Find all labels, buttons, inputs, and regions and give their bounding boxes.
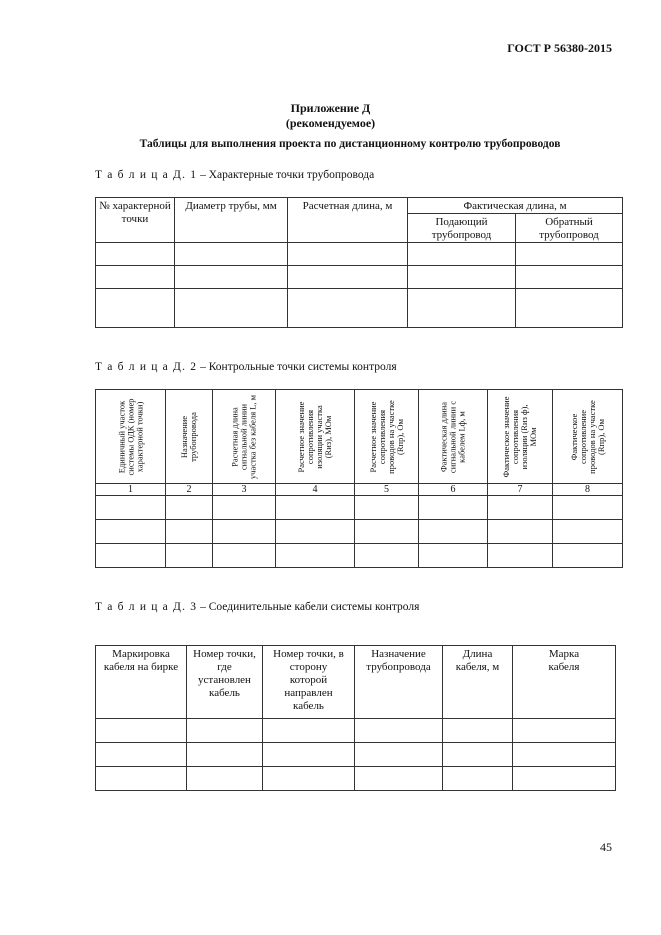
table3-header-brand: Марка кабеля: [513, 646, 616, 719]
table-row: [96, 289, 623, 328]
table3-header-point-installed: Номер точки, где установлен кабель: [187, 646, 263, 719]
table3-header-point-direction: Номер точки, в сторону которой направлен кабель: [263, 646, 355, 719]
table2-header-col5: Расчетное значение сопротивления проводов на участке (Rпр), Ом: [355, 390, 419, 484]
table3-header-marking: Маркировка кабеля на бирке: [96, 646, 187, 719]
table2-caption-prefix: Т а б л и ц а Д. 2: [95, 361, 198, 373]
column-number: 3: [213, 484, 276, 496]
table3-caption: [95, 601, 419, 613]
standard-number: ГОСТ Р 56380-2015: [507, 41, 612, 55]
table1: [95, 197, 623, 328]
table3-caption-text: – Соединительные кабели системы контроля: [200, 601, 420, 613]
column-number: 4: [276, 484, 355, 496]
table2-header-col3: Расчетная длина сигнальной линии участка без кабеля L, м: [213, 390, 276, 484]
column-number: 8: [553, 484, 623, 496]
table-row: [96, 243, 623, 266]
table2-header-col7: Фактическое значение сопротивления изоляции (Rиз ф), МОм: [488, 390, 553, 484]
table1-header-calc-length: Расчетная длина, м: [288, 198, 408, 243]
table2-column-numbers: [96, 484, 623, 496]
table1-caption: [95, 169, 374, 181]
table3: [95, 645, 616, 791]
table2-header-col1: Единичный участок системы ОДК (номер характерной точки): [96, 390, 166, 484]
table2-caption-text: – Контрольные точки системы контроля: [200, 361, 397, 373]
table1-header-supply: Подающий трубопровод: [408, 214, 516, 243]
table2-header-col4: Расчетное значение сопротивления изоляции участка (Rиз), МОм: [276, 390, 355, 484]
table1-header-point-no: № характерной точки: [96, 198, 175, 243]
table2-header-col6: Фактическая длина сигнальной линии с кабелем Lф, м: [419, 390, 488, 484]
appendix-heading: Таблицы для выполнения проекта по дистанционному контролю трубопроводов: [139, 138, 561, 150]
appendix-status: (рекомендуемое): [285, 116, 376, 130]
table1-header-diameter: Диаметр трубы, мм: [175, 198, 288, 243]
table2-caption: [95, 361, 397, 373]
column-number: 6: [419, 484, 488, 496]
column-number: 5: [355, 484, 419, 496]
table3-caption-prefix: Т а б л и ц а Д. 3: [95, 601, 198, 613]
table-row: [96, 767, 616, 791]
table2-header-col8: Фактическое сопротивление проводов на участке (Rпр), Ом: [553, 390, 623, 484]
appendix-title: Приложение Д: [290, 101, 371, 115]
column-number: 7: [488, 484, 553, 496]
table2: [95, 389, 623, 568]
table-row: [96, 719, 616, 743]
column-number: 2: [166, 484, 213, 496]
table2-header-col2: Назначение трубопровода: [166, 390, 213, 484]
column-number: 1: [96, 484, 166, 496]
table-row: [96, 496, 623, 520]
table1-header-actual-length: Фактическая длина, м: [408, 198, 623, 214]
table-row: [96, 544, 623, 568]
table1-caption-prefix: Т а б л и ц а Д. 1: [95, 169, 198, 181]
table1-header-return: Обратный трубопровод: [516, 214, 623, 243]
page-number: 45: [600, 840, 612, 854]
table-row: [96, 520, 623, 544]
table1-caption-text: – Характерные точки трубопровода: [200, 169, 375, 181]
table3-header-length: Длина кабеля, м: [443, 646, 513, 719]
table-row: [96, 743, 616, 767]
table-row: [96, 266, 623, 289]
table3-header-purpose: Назначение трубопровода: [355, 646, 443, 719]
